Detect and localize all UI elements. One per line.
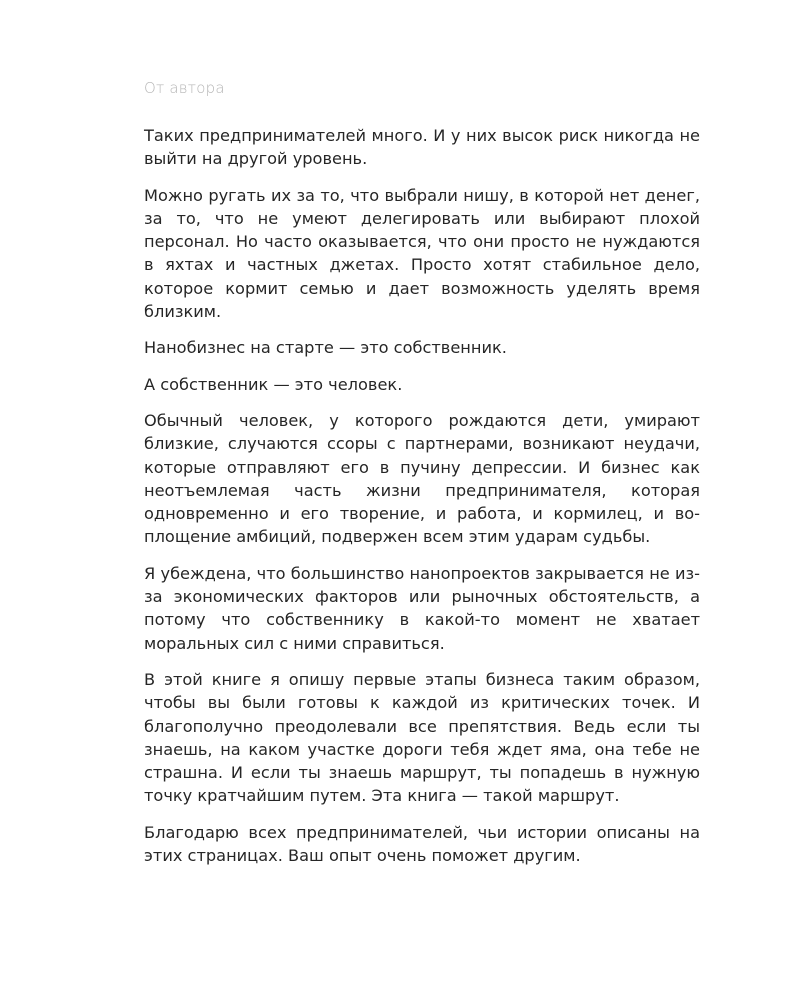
running-head: От автора	[144, 79, 225, 97]
paragraph: А собственник — это человек.	[144, 374, 403, 394]
paragraph: В этой книге я опишу первые этапы бизнеса таким образом, чтобы вы были готовы к каждой из критических точек. И благополучно преодолевали все препятствия. Ведь если ты знаешь, на каком участке дороги тебя ждет яма, она тебе не страшна. И если ты знаешь маршрут, ты попадешь в нужную точку кратчайшим путем. Эта книга — такой маршрут.	[144, 669, 700, 806]
paragraph: Благодарю всех предпринимателей, чьи истории описаны на этих страницах. Ваш опыт очень поможет другим.	[144, 822, 700, 866]
paragraph: Обычный человек, у которого рождаются дети, умирают близкие, случаются ссоры с партнерами, возникают неудачи, которые отправляют его в пучину депрессии. И бизнес как неотъемлемая часть жизни предпринимателя, которая одновременно и его творение, и работа, и кормилец, и воплощение амбиций, подвержен всем этим ударам судьбы.	[144, 410, 700, 547]
paragraph: Таких предпринимателей много. И у них высок риск никогда не выйти на другой уровень.	[144, 126, 700, 169]
paragraph: Я убеждена, что большинство нанопроектов закрывается не из-за экономических факторов или рыночных обстоятельств, а потому что собственнику в какой-то момент не хватает моральных сил с ними справиться.	[144, 563, 700, 653]
paragraph: Нанобизнес на старте — это собственник.	[144, 338, 507, 358]
paragraph: Можно ругать их за то, что выбрали нишу, в которой нет денег, за то, что не умеют делегировать или выбирают плохой персонал. Но часто оказывается, что они просто не нуждаются в яхтах и частных джетах. Просто хотят стабильное дело, которое кормит семью и дает возможность уделять время близким.	[144, 185, 700, 322]
body-text	[144, 124, 700, 880]
